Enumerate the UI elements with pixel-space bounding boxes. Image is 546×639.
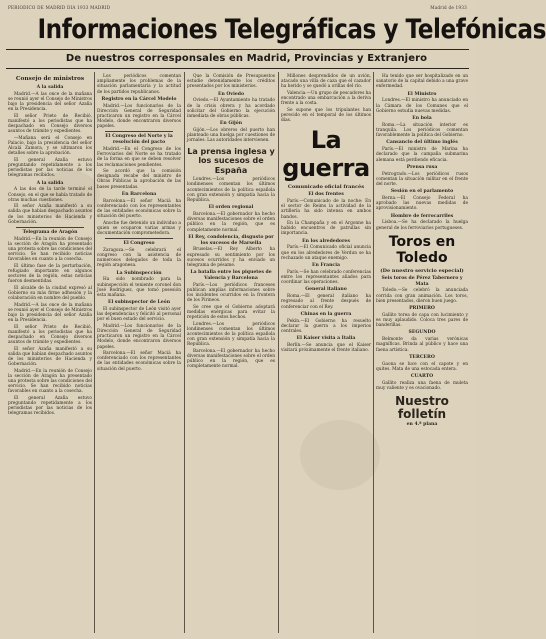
article-paragraph: Berlín.—Se anuncia que el Kaiser visitará próximamente el frente italiano. xyxy=(281,343,371,354)
article-paragraph: Valencia.—Un grupo de pescadores ha encontrado una embarcación a la deriva frente a la costa. xyxy=(281,90,371,107)
article-subheading: A la salida xyxy=(36,85,64,90)
article-paragraph: Roma.—La situación interior es tranquila. Los periódicos comentan favorablemente la política del Gobierno. xyxy=(376,122,468,139)
article-paragraph: El señor Azaña manifestó a su salida que habían despachado asuntos de los ministerios de Hacienda y Gobernación. xyxy=(8,204,92,225)
article-subheading: Registro en la Cárcel Modelo xyxy=(101,96,177,102)
article-paragraph: El alcalde de la ciudad expresó al Gobierno su más firme adhesión y la colaboración en nombre del pueblo. xyxy=(8,285,92,302)
serial-promo-page: en 4.ª plana xyxy=(406,422,438,428)
article-paragraph: Barcelona.—El gobernador ha hecho diversas manifestaciones sobre el orden público en la región, que es completamente normal. xyxy=(187,348,275,370)
column-divider xyxy=(184,72,185,633)
article-subheading: En Barcelona xyxy=(121,191,157,197)
article-paragraph: Gallito torea de capa con lucimiento y es muy aplaudido. Coloca tres pares de banderillas. xyxy=(376,312,468,329)
article-paragraph: Gaona se luce con el capote y en quites. Mata de una estocada entera. xyxy=(376,361,468,372)
article-subheading: En bola xyxy=(412,116,432,122)
article-paragraph: Madrid.—Los funcionarios de la Dirección General de Seguridad practicaron un registro en la Cárcel Modelo, donde encontraron diversos papeles. xyxy=(97,103,181,130)
folio-left: PERIODICO DE MADRID DIA 1933 MADRID xyxy=(8,4,111,10)
article-paragraph: Se supone que los tripulantes han perecido en el temporal de los últimos días. xyxy=(281,107,371,123)
article-paragraph: París.—El Comunicado oficial anuncia que en los alrededores de Verdun se ha rechazado un ataque enemigo. xyxy=(281,245,371,261)
article-paragraph: París.—Los periódicos franceses publican amplias informaciones sobre los incidentes ocurridos en la frontera de los Pirineos. xyxy=(187,282,275,304)
article-paragraph: Barcelona.—El señor Macià ha conferenciado con los representantes de las entidades económicas sobre la situación del puerto. xyxy=(97,198,181,220)
section-headline: La prensa inglesa y los sucesos de España xyxy=(187,146,275,175)
article-subheading: El dos frentes xyxy=(308,192,344,198)
article-paragraph: Petrogrado.—Los periódicos rusos comentan la situación militar en el frente del norte. xyxy=(376,171,468,188)
article-paragraph: El general Azaña estuvo preguntando repetidamente a los periodistas por las noticias de los telegramas recibidos. xyxy=(8,395,92,417)
article-subheading: CUARTO xyxy=(410,374,434,380)
bullfight-headline: Toros en Toledo xyxy=(388,233,456,266)
folio-center: Madrid de 1933 xyxy=(430,4,467,10)
article-paragraph: El señor Prieto de Recibió, manifestó a los periodistas que ha despachado en Consejo diversos asuntos de trámite y expedientes. xyxy=(8,113,92,135)
article-paragraph: Toledo.—Se celebró la anunciada corrida con gran animación. Los toros, bien presentados, dieron buen juego. xyxy=(376,288,468,304)
article-paragraph: Madrid.—En la reunión de Consejo la sección de Aragón ha presentado una protesta sobre las condiciones del servicio. Se han recibido noticias favorables en cuanto a la cosecha. xyxy=(8,368,92,395)
column-3 xyxy=(187,74,275,635)
article-paragraph: Pekín.—El Gobierno ha resuelto declarar la guerra a los imperios centrales. xyxy=(281,318,371,335)
article-subheading: En Oviedo xyxy=(217,91,245,97)
article-paragraph: El general Azaña estuvo preguntando repetidamente a los periodistas por las noticias de los telegramas recibidos. xyxy=(8,157,92,179)
article-paragraph: Barcelona.—El señor Macià ha conferenciado con los representantes de las entidades económicas sobre la situación del puerto. xyxy=(97,351,181,372)
article-subheading: Prensa rusa xyxy=(406,164,438,170)
article-subheading: SEGUNDO xyxy=(408,330,436,336)
article-paragraph: Londres.—El ministro ha anunciado en la Cámara de los Comunes que el Gobierno estudia nuevas medidas. xyxy=(376,98,468,114)
article-subheading: General italiano xyxy=(305,287,347,293)
article-subheading: Chinas en la guerra xyxy=(300,311,352,317)
article-subheading: El Congreso del Norte y la resolución del pacto xyxy=(105,134,173,146)
section-deck: (De nuestro servicio especial) xyxy=(380,267,464,274)
article-subheading: Sesión en el parlamento xyxy=(390,189,454,195)
article-paragraph: El subinspector de León visitó ayer las dependencias y felicitó al personal por el buen estado del servicio. xyxy=(97,307,181,323)
article-paragraph: Anoche fue detenido un individuo a quien se ocuparon varias armas y documentación comprometedora. xyxy=(97,220,181,237)
subhead-rule xyxy=(6,68,469,69)
article-paragraph: A las dos de la tarde terminó el Consejo, en el que se había tratado de otras muchas cuestiones. xyxy=(8,187,92,203)
article-paragraph: Bruselas.—El Rey Alberto ha expresado su sentimiento por los sucesos ocurridos y ha enviado un telegrama de pésame. xyxy=(187,247,275,268)
article-paragraph: Se cree que el Gobierno adoptará medidas enérgicas para evitar la repetición de estos hechos. xyxy=(187,304,275,321)
article-paragraph: Madrid.—En el Congreso de los Ferroviarios del Norte se ha tratado de la forma en que se deben resolver las reclamaciones pendientes. xyxy=(97,147,181,168)
article-subheading: El orden regional xyxy=(208,205,254,211)
article-subheading: Hombre de ferrocarriles xyxy=(390,213,454,219)
article-subheading: Seis toros de Pérez Tabernero y Mata xyxy=(381,275,463,287)
article-subheading: El subinspector de León xyxy=(107,300,171,306)
section-separator xyxy=(16,227,84,228)
article-paragraph: Barcelona.—El gobernador ha hecho diversas manifestaciones sobre el orden público en la región, que es completamente normal. xyxy=(187,211,275,233)
article-paragraph: París.—Comunicado de la noche: En el sector de Reims la actividad de la artillería ha sido intensa en ambos bandos. xyxy=(281,199,371,220)
article-paragraph: Se acordó que la comisión designada recabe del ministro de Obras Públicas la aprobación de las bases presentadas. xyxy=(97,169,181,190)
article-subheading: La Subinspección xyxy=(116,270,162,276)
article-paragraph: Madrid.—A las once de la mañana se reunió ayer el Consejo de Ministros bajo la presidencia del señor Azaña en la Presidencia. xyxy=(8,91,92,113)
article-paragraph: Madrid.—A las once de la mañana se reunió ayer el Consejo de Ministros bajo la presidencia del señor Azaña en la Presidencia. xyxy=(8,302,92,324)
article-paragraph: El señor Azaña manifestó a su salida que habían despachado asuntos de los ministerios de Hacienda y Gobernación. xyxy=(8,346,92,368)
column-4 xyxy=(281,74,371,635)
article-paragraph: Ha sido nombrado para la subinspección el teniente coronel don José Rodríguez, que tomó posesión esta mañana. xyxy=(97,277,181,299)
article-paragraph: Madrid.—Los funcionarios de la Dirección General de Seguridad practicaron un registro en la Cárcel Modelo, donde encontraron diversos papeles. xyxy=(97,323,181,350)
article-paragraph: París.—El ministro de Marina ha declarado que la campaña submarina alemana está perdiendo eficacia. xyxy=(376,147,468,163)
article-paragraph: Lisboa.—Se ha declarado la huelga general de los ferroviarios portugueses. xyxy=(376,220,468,231)
article-paragraph: En la Champaña y en el Argonne ha habido encuentros de patrullas sin importancia. xyxy=(281,221,371,237)
main-headline: Informaciones Telegráficas y Telefónicas xyxy=(37,14,546,45)
article-paragraph: —Mañana será el Consejo en Palacio, bajo la presidencia del señor Alcalá Zamora, y se ultimaron los detalles sobre la aprobación. xyxy=(8,135,92,157)
article-paragraph: El último fase de la perturbación, refugiado importante en algunos sectores de la región, estas noticias fueron desmentidas. xyxy=(8,263,92,285)
article-paragraph: Millones desprendidos de un avión, atacado una villa de caza que el cazador ha herido y se quedó a orillas del río. xyxy=(281,74,371,90)
war-headline: La guerra xyxy=(282,126,370,183)
article-subheading: A la salida xyxy=(36,180,64,186)
section-deck: Comunicado oficial francés xyxy=(287,184,365,191)
headline-rule xyxy=(6,49,469,50)
column-5 xyxy=(376,74,468,635)
article-paragraph: Berna.—El Consejo Federal ha aprobado las nuevas medidas de aprovisionamiento. xyxy=(376,196,468,212)
article-heading: Consejo de ministros xyxy=(15,76,85,82)
article-paragraph: Ha tenido que ser hospitalizado en un sanatorio de la capital debido a una grave enfermedad. xyxy=(376,74,468,90)
article-subheading: En Gijón xyxy=(219,121,243,127)
article-subheading: En Francia xyxy=(312,263,340,269)
column-divider xyxy=(278,72,279,633)
folio-line xyxy=(8,3,467,11)
column-divider xyxy=(94,72,95,633)
article-subheading: El Ministro xyxy=(407,91,437,97)
serial-promo-title: Nuestro folletín xyxy=(395,394,449,422)
article-paragraph: Londres.—Los periódicos londinenses comentan los últimos acontecimientos de la política española con gran extensión y simpatía hacia la República. xyxy=(187,321,275,348)
article-subheading: El Rey, condolencia, disgusto por los sucesos de Marsella xyxy=(188,234,274,246)
column-2 xyxy=(97,74,181,635)
article-paragraph: Gijón.—Los obreros del puerto han planteado una huelga por cuestiones de jornales. Las autoridades intervienen. xyxy=(187,128,275,144)
article-subheading: El Congreso xyxy=(123,241,155,247)
article-paragraph: Gallito realiza una faena de muleta muy valiente y es ovacionado. xyxy=(376,380,468,392)
article-paragraph: Que la Comisión de Presupuestos estudie detenidamente los créditos presentados por los ministerios. xyxy=(187,74,275,90)
article-subheading: PRIMERO xyxy=(409,306,435,312)
article-subheading: Telegrama de Aragón xyxy=(22,229,78,235)
article-subheading: La batalla entre los piquetes de Valencia y Barcelona xyxy=(190,270,272,281)
article-paragraph: Belmonte da varias verónicas magníficas. Brinda al público y hace una faena artística. xyxy=(376,337,468,353)
article-paragraph: París.—Se han celebrado conferencias entre los representantes aliados para coordinar las operaciones. xyxy=(281,269,371,286)
article-paragraph: Oviedo.—El Ayuntamiento ha tratado de la crisis obrera y ha acordado solicitar del Gobierno la ejecución inmediata de obras públicas. xyxy=(187,98,275,120)
column-1 xyxy=(8,74,92,635)
article-subheading: Cansancio del último inglés xyxy=(386,140,458,146)
article-paragraph: Londres.—Los periódicos londinenses comentan los últimos acontecimientos de la política española con gran extensión y simpatía hacia la República. xyxy=(187,177,275,203)
article-subheading: En los alrededores xyxy=(302,238,350,244)
article-paragraph: Los periódicos comentan ampliamente los problemas de la situación parlamentaria y la actitud de los partidos republicanos. xyxy=(97,74,181,95)
article-subheading: TERCERO xyxy=(409,354,435,360)
article-paragraph: Roma.—El general italiano ha regresado al frente después de conferenciar con el Rey. xyxy=(281,294,371,310)
section-separator xyxy=(105,131,173,132)
column-divider xyxy=(373,72,374,633)
article-paragraph: El señor Prieto de Recibió, manifestó a los periodistas que ha despachado en Consejo diversos asuntos de trámite y expedientes. xyxy=(8,324,92,346)
article-paragraph: Madrid.—En la reunión de Consejo la sección de Aragón ha presentado una protesta sobre las condiciones del servicio. Se han recibido noticias favorables en cuanto a la cosecha. xyxy=(8,236,92,263)
article-subheading: El Kaiser visita a Italia xyxy=(296,336,356,342)
subheadline: De nuestros corresponsales en Madrid, Provincias y Extranjero xyxy=(65,53,428,64)
article-paragraph: Zaragoza.—Se celebrará el congreso con la asistencia de numerosos delegados de toda la región aragonesa. xyxy=(97,247,181,269)
section-separator xyxy=(105,238,173,239)
